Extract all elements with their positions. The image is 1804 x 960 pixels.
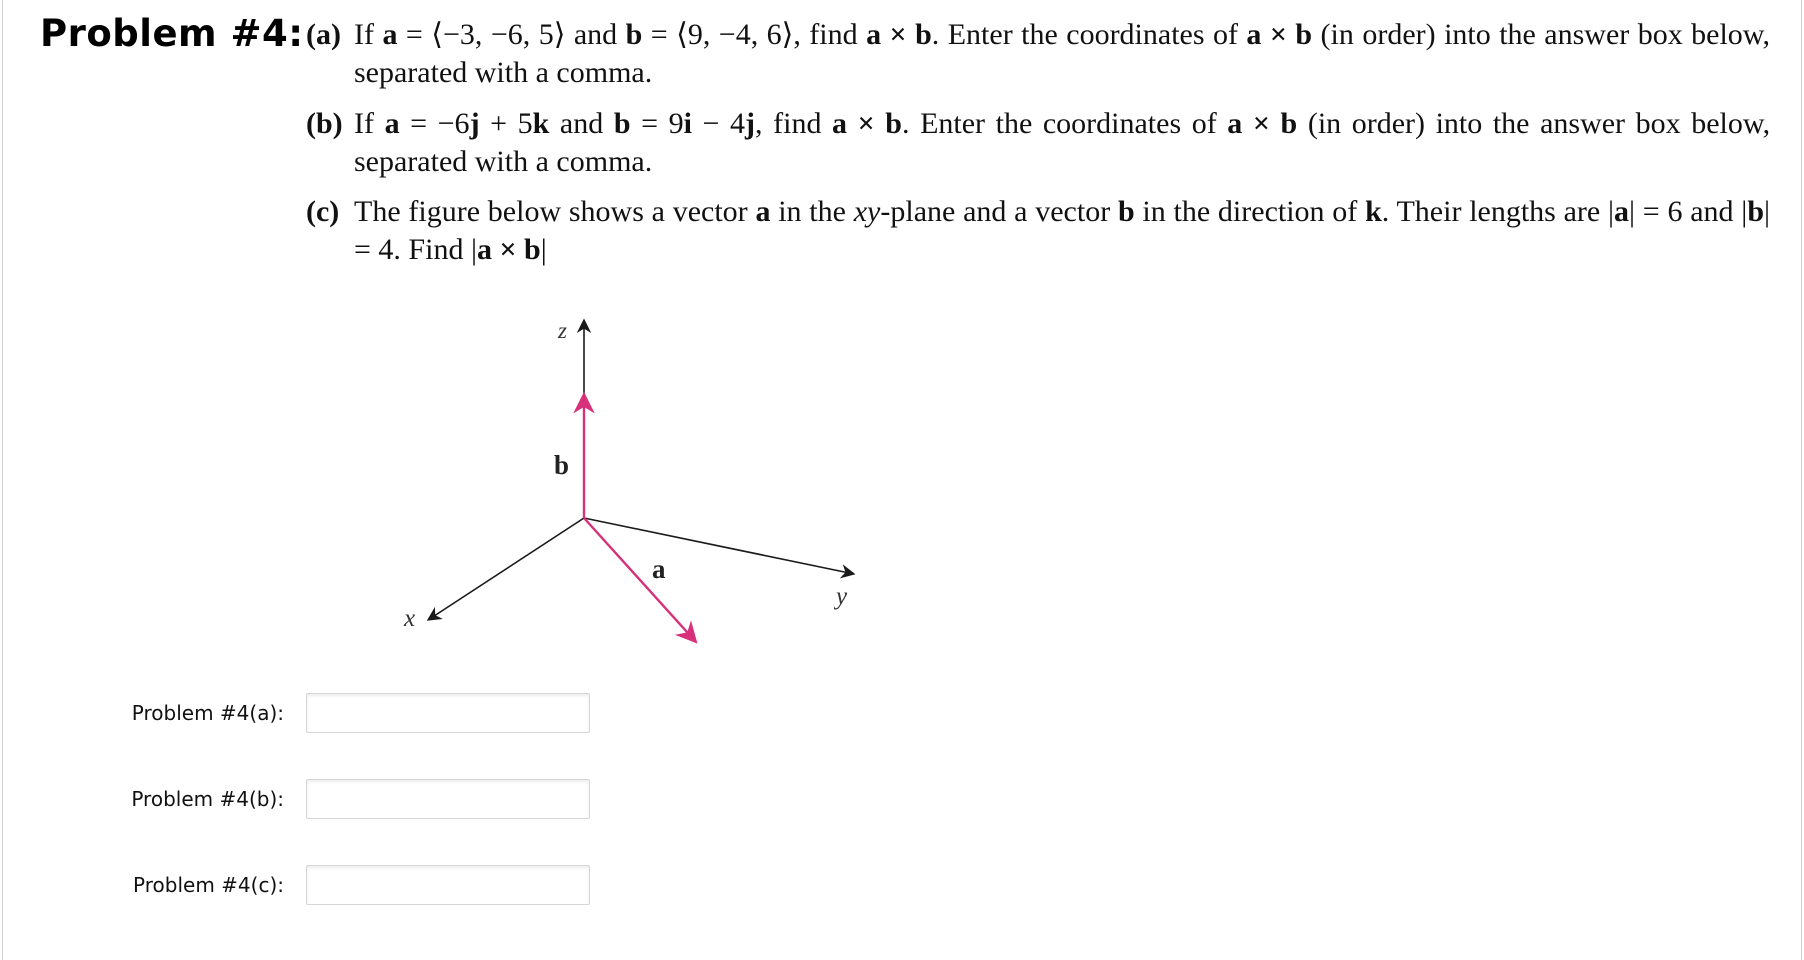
vector-a: a	[384, 107, 400, 140]
answer-c-input[interactable]	[306, 865, 590, 905]
vector-a: a	[382, 18, 398, 51]
vector-b: b	[613, 107, 631, 140]
part-a	[306, 16, 1770, 92]
text: . Their lengths are |	[1381, 195, 1615, 228]
part-c-label: (c)	[306, 195, 340, 228]
part-b-label: (b)	[306, 107, 343, 140]
x-axis-label: x	[404, 605, 416, 632]
text: If	[354, 107, 385, 140]
text: -plane and a vector	[880, 195, 1118, 228]
unit-k: k	[532, 107, 550, 140]
cross-product: a × b	[1246, 18, 1313, 51]
problem-title: Problem #4:	[40, 12, 304, 55]
text: | = 6 and |	[1629, 195, 1748, 228]
text: | = 4. Find |	[354, 195, 1771, 266]
part-a-label: (a)	[306, 18, 341, 51]
part-c	[306, 193, 1770, 269]
text: and	[549, 107, 614, 140]
text: If	[354, 18, 383, 51]
text: − 4	[691, 107, 746, 140]
text: The figure below shows a vector	[354, 195, 756, 228]
cross-product: a × b	[476, 233, 541, 266]
unit-i: i	[683, 107, 692, 140]
text: = −6	[399, 107, 470, 140]
z-axis-label: z	[558, 318, 567, 343]
answer-b-input[interactable]	[306, 779, 590, 819]
text: in the	[770, 195, 854, 228]
vector-figure	[380, 308, 900, 658]
y-axis	[584, 518, 854, 574]
cross-product: a × b	[1227, 107, 1298, 140]
text: = ⟨−3, −6, 5⟩ and	[397, 18, 626, 51]
unit-k: k	[1365, 195, 1382, 228]
cross-product: a × b	[866, 18, 932, 51]
unit-j: j	[745, 107, 756, 140]
answer-a-label: Problem #4(a):	[131, 701, 284, 725]
answer-c-label: Problem #4(c):	[133, 873, 284, 897]
text: = ⟨9, −4, 6⟩, find	[642, 18, 867, 51]
y-axis-label: y	[836, 583, 848, 610]
xy-plane: xy	[853, 195, 881, 228]
vector-b: b	[1747, 195, 1764, 228]
vector-b: b	[1117, 195, 1135, 228]
text: in the direction of	[1134, 195, 1366, 228]
part-a-text	[354, 16, 1770, 92]
part-c-text	[354, 193, 1770, 269]
text: |	[540, 233, 547, 266]
vector-a: a	[755, 195, 771, 228]
vector-b-label: b	[554, 450, 570, 480]
text: = 9	[630, 107, 684, 140]
text: . Enter the coordinates of	[902, 107, 1228, 140]
unit-j: j	[469, 107, 480, 140]
text: + 5	[479, 107, 533, 140]
part-b-text	[354, 105, 1770, 181]
answer-b-label: Problem #4(b):	[131, 787, 284, 811]
text: , find	[755, 107, 833, 140]
vector-a-label: a	[652, 554, 666, 584]
vector-a: a	[1614, 195, 1630, 228]
text: . Enter the coordinates of	[931, 18, 1247, 51]
vector-b: b	[625, 18, 643, 51]
vector-a-arrow	[584, 518, 696, 642]
part-b	[306, 105, 1770, 181]
cross-product: a × b	[832, 107, 902, 140]
x-axis	[428, 518, 584, 620]
answer-a-input[interactable]	[306, 693, 590, 733]
text: (in order) into the answer box below, separated with a comma.	[354, 107, 1771, 178]
text: (in order) into the answer box below, separated with a comma.	[354, 18, 1771, 89]
